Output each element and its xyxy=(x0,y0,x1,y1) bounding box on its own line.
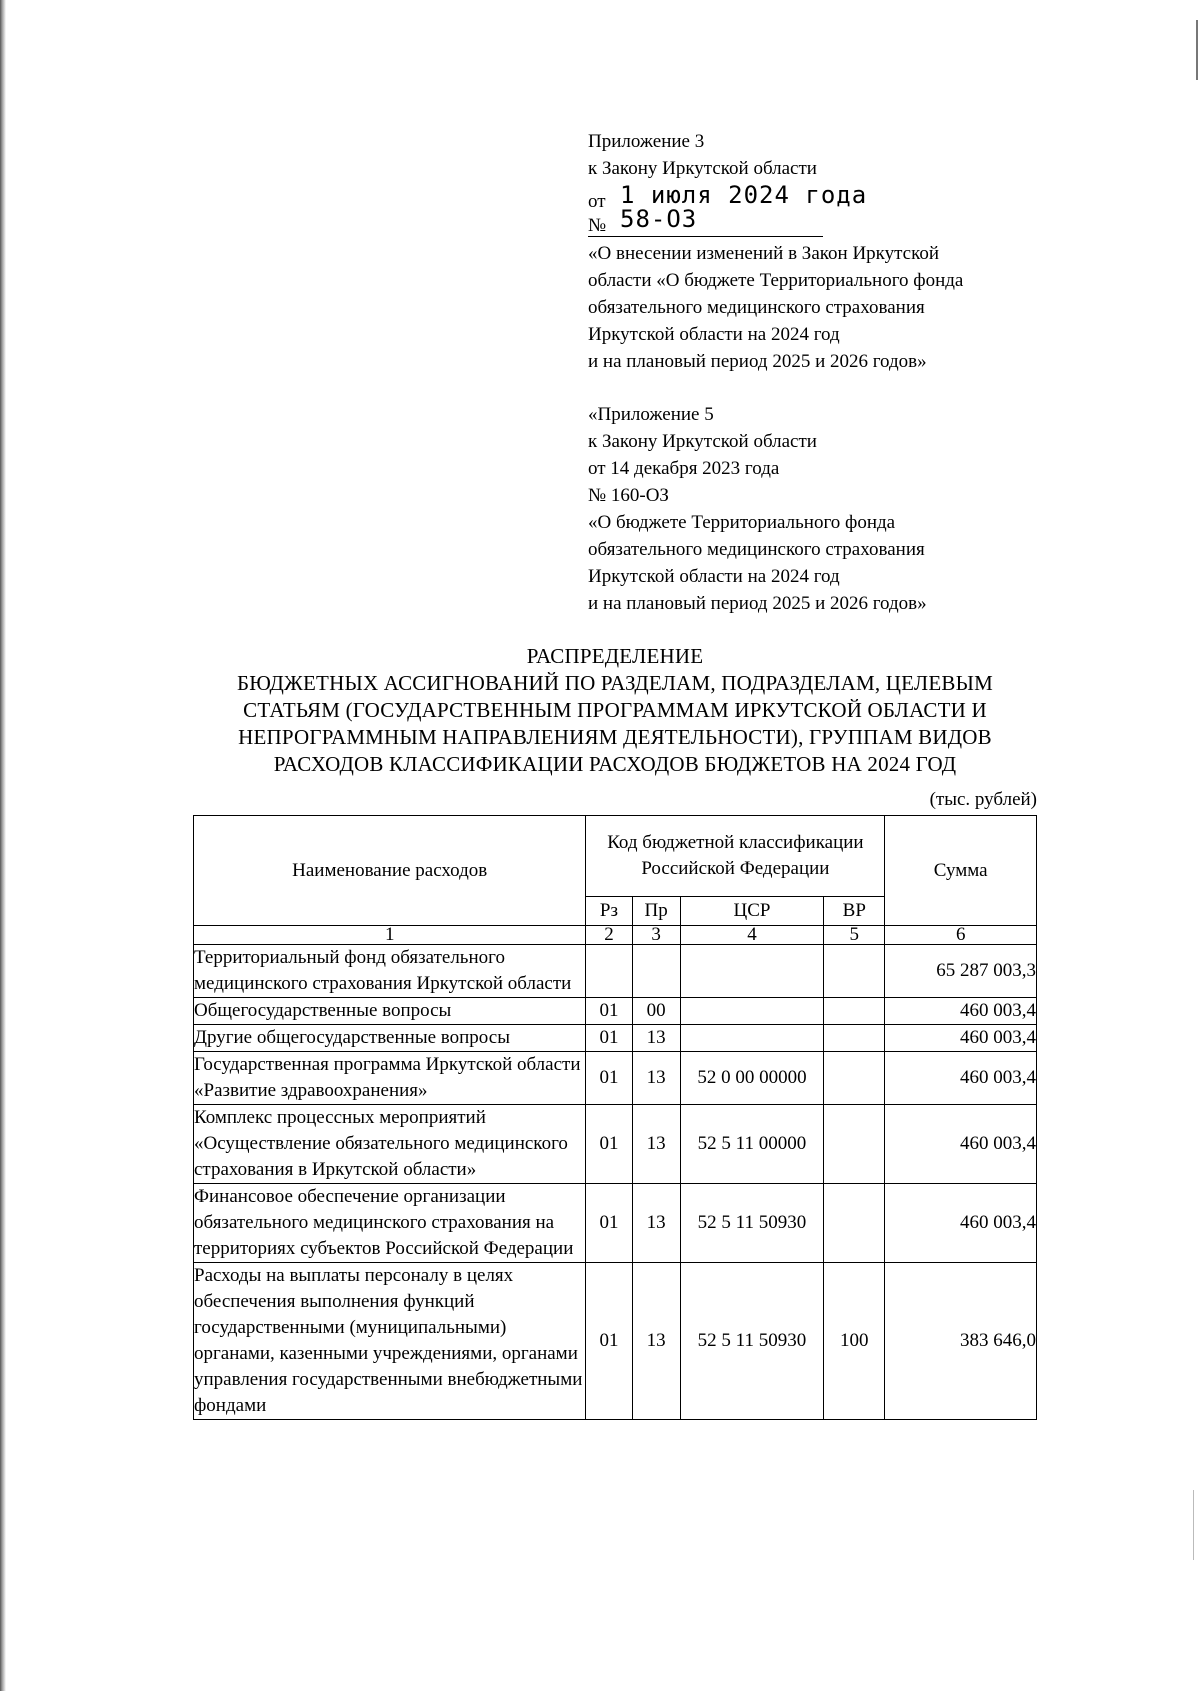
table-row xyxy=(194,945,1037,998)
original-appendix-line: «О бюджете Территориального фонда xyxy=(588,512,896,533)
heading-line: СТАТЬЯМ (ГОСУДАРСТВЕННЫМ ПРОГРАММАМ ИРКУТСКОЙ ОБЛАСТИ И xyxy=(243,698,987,722)
column-number: 4 xyxy=(680,926,824,945)
column-number: 5 xyxy=(824,926,885,945)
row-csr: 52 5 11 00000 xyxy=(680,1105,824,1184)
scan-edge-left xyxy=(0,0,6,1691)
row-name: Финансовое обеспечение организации обязательного медицинского страхования на территориях субъектов Российской Федерации xyxy=(194,1184,586,1263)
heading-line: РАСПРЕДЕЛЕНИЕ xyxy=(526,644,704,668)
row-sum: 460 003,4 xyxy=(885,1184,1037,1263)
row-csr: 52 0 00 00000 xyxy=(680,1052,824,1105)
document-heading xyxy=(150,643,1080,778)
typed-number: 58-ОЗ xyxy=(620,205,698,233)
row-rz: 01 xyxy=(586,1105,632,1184)
budget-table xyxy=(193,815,1037,1420)
row-pr: 13 xyxy=(632,1052,680,1105)
row-name: Расходы на выплаты персоналу в целях обеспечения выполнения функций государственными (муниципальными) органами, казенными учреждениями, органами управления государственными внебюджетными фондами xyxy=(194,1263,586,1420)
row-name: Территориальный фонд обязательного медицинского страхования Иркутской области xyxy=(194,945,586,998)
scan-mark xyxy=(1193,1490,1194,1560)
units-label: (тыс. рублей) xyxy=(929,789,1037,810)
scan-mark xyxy=(1196,20,1198,80)
header-code-group: Код бюджетной классификации Российской Федерации xyxy=(586,816,885,897)
table-row xyxy=(194,1025,1037,1052)
row-sum: 383 646,0 xyxy=(885,1263,1037,1420)
row-name: Комплекс процессных мероприятий «Осуществление обязательного медицинского страхования в Иркутской области» xyxy=(194,1105,586,1184)
row-csr: 52 5 11 50930 xyxy=(680,1263,824,1420)
row-vr xyxy=(824,1025,885,1052)
column-number: 2 xyxy=(586,926,632,945)
signature-line xyxy=(588,236,823,237)
row-csr xyxy=(680,1025,824,1052)
original-appendix-line: и на плановый период 2025 и 2026 годов» xyxy=(588,593,927,614)
header-sum: Сумма xyxy=(885,816,1037,926)
row-csr: 52 5 11 50930 xyxy=(680,1184,824,1263)
row-pr: 13 xyxy=(632,1184,680,1263)
row-rz xyxy=(586,945,632,998)
number-prefix: № xyxy=(588,215,607,236)
row-vr xyxy=(824,1184,885,1263)
table-row xyxy=(194,1052,1037,1105)
row-sum: 65 287 003,3 xyxy=(885,945,1037,998)
header-rz: Рз xyxy=(586,897,632,926)
original-appendix-line: обязательного медицинского страхования xyxy=(588,539,925,560)
table-row xyxy=(194,1184,1037,1263)
row-pr: 13 xyxy=(632,1025,680,1052)
law-title-line: обязательного медицинского страхования xyxy=(588,297,925,318)
header-csr: ЦСР xyxy=(680,897,824,926)
row-vr xyxy=(824,998,885,1025)
date-prefix: от xyxy=(588,191,606,212)
law-title-line: области «О бюджете Территориального фонда xyxy=(588,270,964,291)
header-name: Наименование расходов xyxy=(194,816,586,926)
row-pr: 00 xyxy=(632,998,680,1025)
row-vr xyxy=(824,945,885,998)
law-title-line: и на плановый период 2025 и 2026 годов» xyxy=(588,351,927,372)
header-vr: ВР xyxy=(824,897,885,926)
original-appendix-block xyxy=(588,401,1068,617)
row-rz: 01 xyxy=(586,1025,632,1052)
row-vr xyxy=(824,1052,885,1105)
heading-line: БЮДЖЕТНЫХ АССИГНОВАНИЙ ПО РАЗДЕЛАМ, ПОДРАЗДЕЛАМ, ЦЕЛЕВЫМ xyxy=(237,671,993,695)
row-sum: 460 003,4 xyxy=(885,1052,1037,1105)
row-csr xyxy=(680,998,824,1025)
row-sum: 460 003,4 xyxy=(885,1025,1037,1052)
column-number: 3 xyxy=(632,926,680,945)
typed-date: 1 июля 2024 года xyxy=(620,181,868,209)
row-pr xyxy=(632,945,680,998)
row-pr: 13 xyxy=(632,1263,680,1420)
original-appendix-line: к Закону Иркутской области xyxy=(588,431,817,452)
law-title-line: Иркутской области на 2024 год xyxy=(588,324,840,345)
row-vr xyxy=(824,1105,885,1184)
column-number: 1 xyxy=(194,926,586,945)
table-row xyxy=(194,998,1037,1025)
column-number: 6 xyxy=(885,926,1037,945)
row-rz: 01 xyxy=(586,1263,632,1420)
row-vr: 100 xyxy=(824,1263,885,1420)
row-rz: 01 xyxy=(586,1184,632,1263)
row-rz: 01 xyxy=(586,1052,632,1105)
row-pr: 13 xyxy=(632,1105,680,1184)
row-sum: 460 003,4 xyxy=(885,1105,1037,1184)
appendix-law-ref: к Закону Иркутской области xyxy=(588,158,817,179)
table-row xyxy=(194,1263,1037,1420)
row-rz: 01 xyxy=(586,998,632,1025)
original-appendix-line: от 14 декабря 2023 года xyxy=(588,458,780,479)
row-sum: 460 003,4 xyxy=(885,998,1037,1025)
row-name: Государственная программа Иркутской области «Развитие здравоохранения» xyxy=(194,1052,586,1105)
amending-law-title xyxy=(588,240,1068,375)
appendix-date-number xyxy=(588,182,1068,238)
heading-line: РАСХОДОВ КЛАССИФИКАЦИИ РАСХОДОВ БЮДЖЕТОВ НА 2024 ГОД xyxy=(273,752,957,776)
original-appendix-line: Иркутской области на 2024 год xyxy=(588,566,840,587)
heading-line: НЕПРОГРАММНЫМ НАПРАВЛЕНИЯМ ДЕЯТЕЛЬНОСТИ), ГРУППАМ ВИДОВ xyxy=(238,725,992,749)
original-appendix-line: «Приложение 5 xyxy=(588,404,714,425)
header-pr: Пр xyxy=(632,897,680,926)
row-name: Другие общегосударственные вопросы xyxy=(194,1025,586,1052)
table-row xyxy=(194,1105,1037,1184)
row-name: Общегосударственные вопросы xyxy=(194,998,586,1025)
appendix-block xyxy=(588,128,1068,617)
law-title-line: «О внесении изменений в Закон Иркутской xyxy=(588,243,940,264)
row-csr xyxy=(680,945,824,998)
appendix-title: Приложение 3 xyxy=(588,131,705,152)
original-appendix-line: № 160-ОЗ xyxy=(588,485,669,506)
